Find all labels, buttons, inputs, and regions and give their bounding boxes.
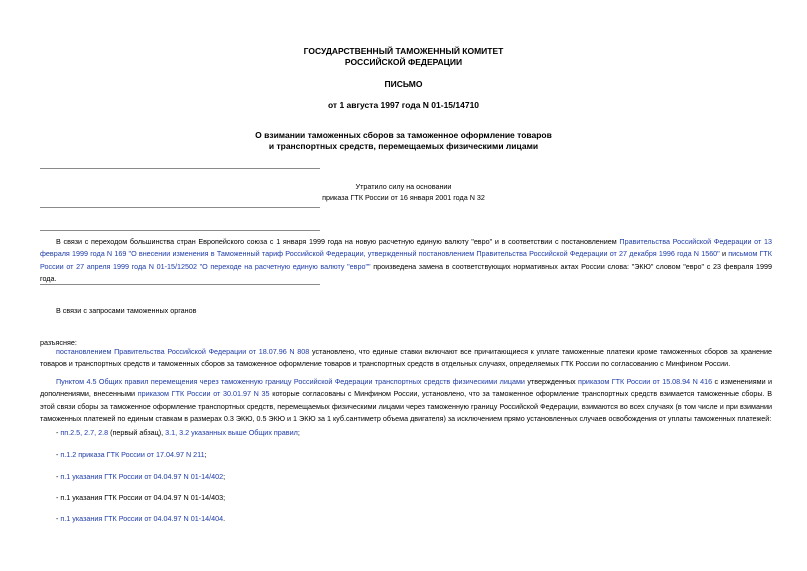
instruction-402-link[interactable]: п.1 указания ГТК России от 04.04.97 N 01-14/402 xyxy=(60,472,224,481)
divider xyxy=(40,284,320,285)
list-item-text: . xyxy=(223,514,226,523)
clarification-label: разъясняе: xyxy=(40,338,77,347)
intro-text: В связи с запросами таможенных органов xyxy=(56,306,197,315)
document-subject-line2: и транспортных средств, перемещаемых физическими лицами xyxy=(268,141,539,151)
list-item xyxy=(56,427,300,438)
document-date-number: от 1 августа 1997 года N 01-15/14710 xyxy=(327,100,480,110)
paragraph-2-text: утвержденных xyxy=(524,377,579,386)
order-35-link[interactable]: приказом ГТК России от 30.01.97 N 35 xyxy=(137,389,270,399)
amendment-letter-link[interactable]: письмом ГТК России от 27 апреля 1999 года N 01-15/12502 "О переходе на расчетную единую валюту "евро"" xyxy=(40,249,772,271)
document-type: ПИСЬМО xyxy=(384,79,423,89)
general-rules-link[interactable]: Пунктом 4.5 Общих правил перемещения через таможенную границу Российской Федерации транспортных средств физическими лицами xyxy=(56,377,525,386)
list-item-text: ; xyxy=(297,428,300,437)
status-note-line1: Утратило силу на основании xyxy=(355,182,452,191)
list-item xyxy=(56,449,207,460)
paragraph-1 xyxy=(40,346,772,371)
list-bullet: - xyxy=(56,493,61,502)
list-bullet: - xyxy=(56,472,61,481)
paragraph-2 xyxy=(40,376,772,426)
order-416-link[interactable]: приказом ГТК России от 15.08.94 N 416 xyxy=(578,377,713,386)
divider xyxy=(40,230,320,231)
paragraph-2-text: которые согласованы с Минфином России, установлено, что за таможенное оформление транспортных средств взимается таможенные сборы. В этой связи сборы за таможенное оформление транспортных средств, перемещаемых физическими лицами через таможенную границу Российской Федерации, взимаются во всех случаях (в том числе и при взимании таможенных платежей по единым ставкам в размерах 0.3 ЭКЮ, 0.5 ЭКЮ и 1 ЭКЮ за 1 куб.сантиметр объема двигателя) за исключением прямо установленных случаев освобождения от уплаты таможенных платежей: xyxy=(40,389,773,424)
list-item-text: п.1 указания ГТК России от 04.04.97 N 01-14/403; xyxy=(60,493,226,502)
list-bullet: - xyxy=(56,450,61,459)
org-name-line1: ГОСУДАРСТВЕННЫЙ ТАМОЖЕННЫЙ КОМИТЕТ xyxy=(303,46,504,56)
rules-items-link-2[interactable]: 3.1, 3.2 указанных выше Общих правил xyxy=(165,428,298,437)
instruction-404-link[interactable]: п.1 указания ГТК России от 04.04.97 N 01-14/404 xyxy=(60,514,224,523)
amendment-decree-link[interactable]: Правительства Российской Федерации от 13 февраля 1999 года N 169 "О внесении изменения в Таможенный тариф Российской Федерации, утвержденный постановлением Правительства Российской Федерации от 27 декабря 1996 года N 1560" xyxy=(40,237,772,259)
list-item xyxy=(56,513,225,524)
list-item-text: ; xyxy=(204,450,207,459)
amendment-text: и xyxy=(719,249,729,259)
status-note-line2: приказа ГТК России от 16 января 2001 года N 32 xyxy=(322,193,485,202)
list-bullet: - xyxy=(56,514,61,523)
paragraph-2-text: с изменениями и дополнениями, внесенными xyxy=(40,377,772,399)
list-item xyxy=(56,492,225,503)
amendment-text: произведена замена в соответствующих нормативных актах России слова: "ЭКЮ" словом "евро" с 23 февраля 1999 года. xyxy=(40,261,773,284)
document-subject-line1: О взимании таможенных сборов за таможенное оформление товаров xyxy=(255,130,552,140)
list-bullet: - xyxy=(56,428,61,437)
list-item-text: (первый абзац), xyxy=(108,428,166,437)
amendment-text: В связи с переходом большинства стран Европейского союза с 1 января 1999 года на новую расчетную единую валюту "евро" и в соответствии с постановлением xyxy=(56,237,620,246)
divider xyxy=(40,168,320,169)
paragraph-1-text: установлено, что единые ставки включают все причитающиеся к уплате таможенные платежи кроме таможенных сборов за хранение товаров и транспортных средств и таможенных сборов за таможенное оформление товаров и транспортных средств в отдельных случаях, определяемых ГТК России по согласованию с Минфином России. xyxy=(40,347,772,369)
list-item xyxy=(56,471,225,482)
list-item-text: ; xyxy=(223,472,226,481)
org-name-line2: РОССИЙСКОЙ ФЕДЕРАЦИИ xyxy=(344,57,463,67)
decree-808-link[interactable]: постановлением Правительства Российской Федерации от 18.07.96 N 808 xyxy=(56,347,310,356)
amendment-note xyxy=(40,236,772,286)
rules-items-link[interactable]: пп.2.5, 2.7, 2.8 xyxy=(60,428,109,437)
divider xyxy=(40,207,320,208)
order-211-link[interactable]: п.1.2 приказа ГТК России от 17.04.97 N 211 xyxy=(60,450,205,459)
